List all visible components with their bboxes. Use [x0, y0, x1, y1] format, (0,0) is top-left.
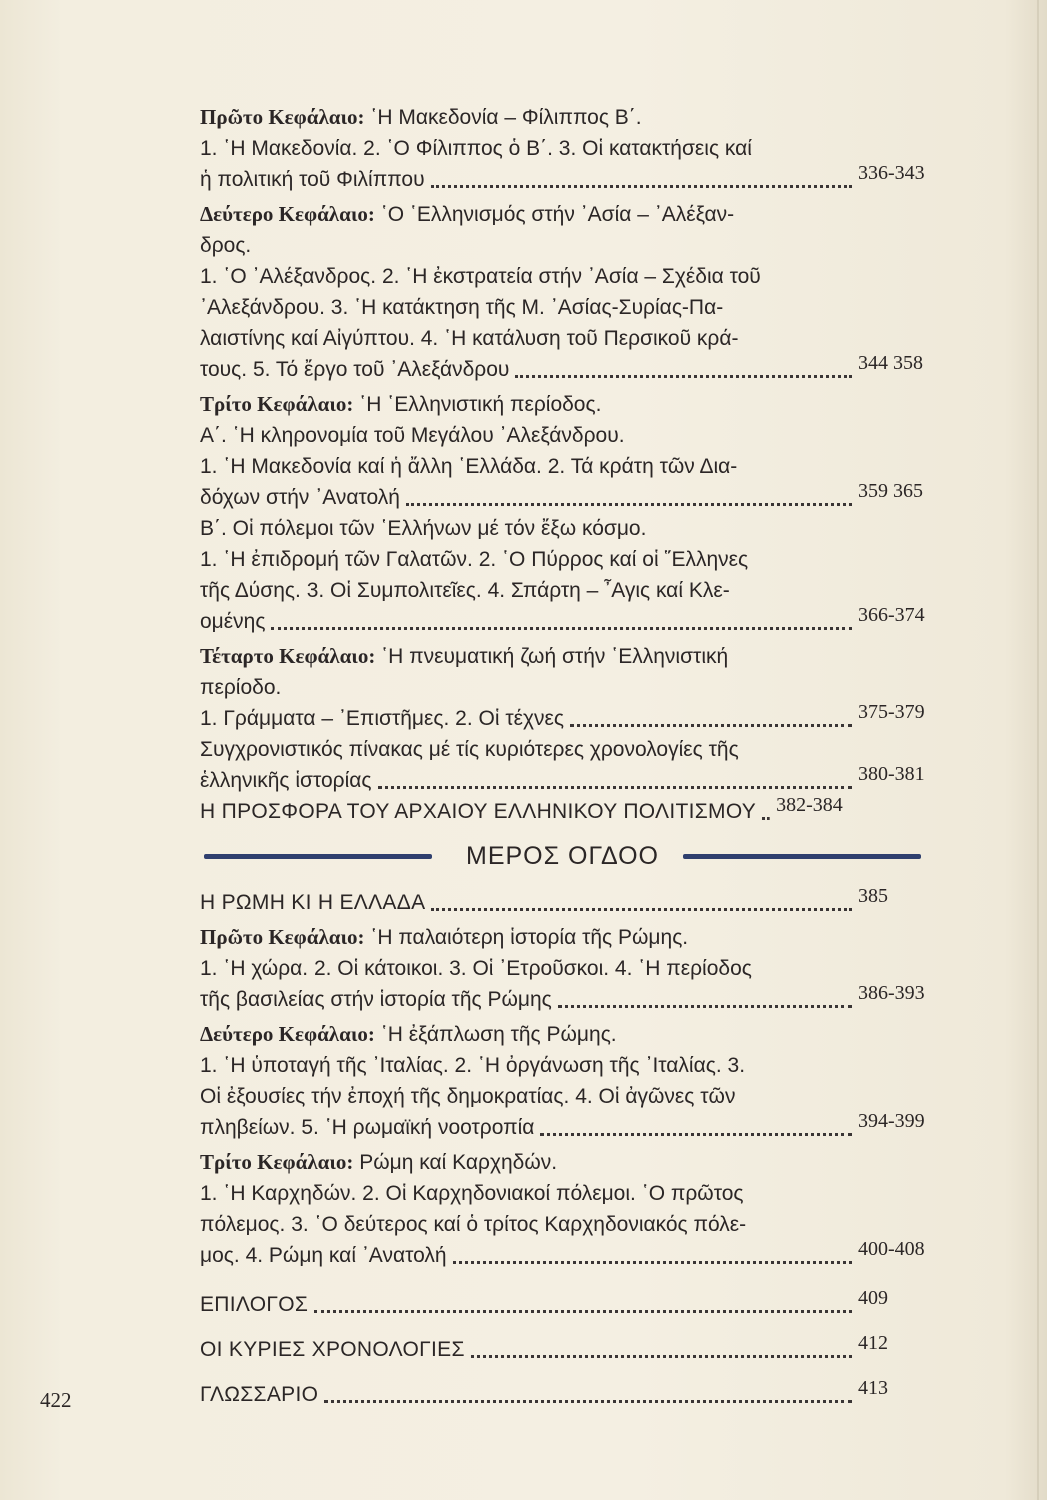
entry-text: τῆς βασιλείας στήν ἱστορία τῆς Ρώμης [200, 988, 552, 1011]
dot-leader [431, 908, 852, 911]
entry-line: 1. ῾Η χώρα. 2. Οἱ κάτοικοι. 3. Οἱ ᾿Ετροῦσκοι. 4. ῾Η περίοδος [200, 957, 752, 980]
chapter-title-continued: δρος. [200, 234, 252, 257]
chapter-heading [200, 641, 940, 672]
entry-line: 1. ῾Η ὑποταγή τῆς ᾿Ιταλίας. 2. ῾Η ὀργάνωση τῆς ᾿Ιταλίας. 3. [200, 1054, 746, 1077]
entry-text: Η ΡΩΜΗ ΚΙ Η ΕΛΛΑΔΑ [200, 891, 426, 914]
entry-line: Οἱ ἐξουσίες τήν ἐποχή τῆς δημοκρατίας. 4. Οἱ ἀγῶνες τῶν [200, 1085, 736, 1108]
chapter-title: Ρώμη καί Καρχηδών. [359, 1151, 558, 1174]
header-rule-left [204, 854, 432, 859]
page-fold-edge [1037, 0, 1039, 1500]
chapter-title: ῾Η ῾Ελληνιστική περίοδος. [359, 393, 602, 416]
entry-line: 1. ῾Η ἐπιδρομή τῶν Γαλατῶν. 2. ῾Ο Πύρρος καί οἱ ῞Ελληνες [200, 548, 749, 571]
chapter-title: ῾Η ἐξάπλωση τῆς Ρώμης. [380, 1023, 617, 1046]
chapter-heading [200, 1019, 940, 1050]
entry-last-line [200, 1289, 940, 1320]
toc-entry-p7-ch1 [200, 102, 940, 195]
page-range: 386-393 [858, 982, 925, 1004]
chapter-heading [200, 389, 940, 420]
toc-entry-p8-ch2 [200, 1019, 940, 1143]
page-range: 412 [858, 1332, 888, 1354]
entry-last-line [200, 1112, 940, 1143]
page-range: 375-379 [858, 701, 925, 723]
chapter-label: Πρῶτο Κεφάλαιο: [200, 105, 365, 129]
chapter-heading [200, 922, 940, 953]
dot-leader [515, 375, 852, 378]
entry-text: ΟΙ ΚΥΡΙΕΣ ΧΡΟΝΟΛΟΓΙΕΣ [200, 1338, 465, 1361]
dot-leader [271, 627, 852, 630]
entry-last-line [200, 1334, 940, 1365]
page-range: 382-384 [776, 794, 843, 816]
entry-text: τους. 5. Τό ἔργο τοῦ ᾿Αλεξάνδρου [200, 358, 510, 381]
chapter-heading [200, 199, 940, 230]
chapter-title: ῾Η παλαιότερη ἱστορία τῆς Ρώμης. [370, 926, 689, 949]
entry-text: ἑλληνικῆς ἱστορίας [200, 769, 372, 792]
page-range: 400-408 [858, 1238, 925, 1260]
dot-leader [378, 786, 852, 789]
toc-entry-chronologies [200, 1334, 940, 1365]
page-range: 413 [858, 1377, 888, 1399]
dot-leader [558, 1005, 852, 1008]
part-title: ΜΕΡΟΣ ΟΓΔΟΟ [466, 841, 660, 870]
entry-last-line [200, 1379, 940, 1410]
entry-line: 1. ῾Η Μακεδονία. 2. ῾Ο Φίλιππος ὁ Β΄. 3. Οἱ κατακτήσεις καί [200, 137, 752, 160]
entry-line: ᾿Αλεξάνδρου. 3. ῾Η κατάκτηση τῆς Μ. ᾿Ασίας-Συρίας-Πα- [200, 296, 724, 319]
entry-line: 1. ῾Η Καρχηδών. 2. Οἱ Καρχηδονιακοί πόλεμοι. ῾Ο πρῶτος [200, 1182, 744, 1205]
page-range: 344 358 [858, 352, 923, 374]
toc-entry-p7-ch4 [200, 641, 940, 827]
entry-last-line [200, 606, 940, 637]
entry-line: Συγχρονιστικός πίνακας μέ τίς κυριότερες χρονολογίες τῆς [200, 738, 739, 761]
entry-last-line [200, 1240, 940, 1271]
chapter-title-continued: περίοδο. [200, 676, 282, 699]
entry-last-line [200, 703, 940, 734]
entry-text: ΕΠΙΛΟΓΟΣ [200, 1293, 309, 1316]
entry-last-line [200, 164, 940, 195]
page-range: 380-381 [858, 763, 925, 785]
page-number: 422 [40, 1388, 72, 1412]
entry-last-line [200, 984, 940, 1015]
page-range: 359 365 [858, 480, 923, 502]
entry-text: ομένης [200, 610, 266, 633]
dot-leader [324, 1400, 852, 1403]
dot-leader [762, 817, 770, 820]
dot-leader [431, 185, 852, 188]
entry-text: ΓΛΩΣΣΑΡΙΟ [200, 1383, 319, 1406]
page-range: 336-343 [858, 162, 925, 184]
dot-leader [570, 724, 852, 727]
chapter-title: ῾Η πνευματική ζωή στήν ῾Ελληνιστική [381, 645, 729, 668]
dot-leader [314, 1310, 852, 1313]
section-title: Β΄. Οἱ πόλεμοι τῶν ῾Ελλήνων μέ τόν ἔξω κόσμο. [200, 517, 647, 540]
toc-entry-p8-intro [200, 887, 940, 918]
page-range: 409 [858, 1287, 888, 1309]
toc-entry-p7-ch2 [200, 199, 940, 385]
entry-text: Η ΠΡΟΣΦΟΡΑ ΤΟΥ ΑΡΧΑΙΟΥ ΕΛΛΗΝΙΚΟΥ ΠΟΛΙΤΙΣΜΟΥ [200, 800, 757, 823]
dot-leader [406, 503, 852, 506]
toc-entry-p8-ch1 [200, 922, 940, 1015]
dot-leader [453, 1261, 852, 1264]
entry-last-line [200, 482, 940, 513]
section-title: Α΄. ῾Η κληρονομία τοῦ Μεγάλου ᾿Αλεξάνδρου. [200, 424, 625, 447]
entry-line: 1. ῾Ο ᾿Αλέξανδρος. 2. ῾Η ἐκστρατεία στήν ᾿Ασία – Σχέδια τοῦ [200, 265, 761, 288]
entry-last-line [200, 354, 940, 385]
entry-line: 1. ῾Η Μακεδονία καί ἡ ἄλλη ῾Ελλάδα. 2. Τά κράτη τῶν Δια- [200, 455, 738, 478]
chapter-title: ῾Ο ῾Ελληνισμός στήν ᾿Ασία – ᾿Αλέξαν- [380, 203, 735, 226]
chapter-label: Δεύτερο Κεφάλαιο: [200, 1022, 375, 1046]
chapter-label: Δεύτερο Κεφάλαιο: [200, 202, 375, 226]
part-header [200, 839, 940, 873]
page-range: 385 [858, 885, 888, 907]
chapter-label: Τρίτο Κεφάλαιο: [200, 392, 354, 416]
entry-last-line [200, 887, 940, 918]
entry-contribution [200, 796, 940, 827]
chapter-label: Τέταρτο Κεφάλαιο: [200, 644, 376, 668]
entry-text: μος. 4. Ρώμη καί ᾿Ανατολή [200, 1244, 447, 1267]
table-of-contents [200, 102, 940, 1414]
toc-entry-epilogue [200, 1289, 940, 1320]
page-range: 394-399 [858, 1110, 925, 1132]
entry-text: δόχων στήν ᾿Ανατολή [200, 486, 400, 509]
dot-leader [540, 1133, 852, 1136]
chapter-title: ῾Η Μακεδονία – Φίλιππος Β΄. [370, 106, 642, 129]
entry-text: ἡ πολιτική τοῦ Φιλίππου [200, 168, 425, 191]
toc-entry-p7-ch3 [200, 389, 940, 637]
chapter-label: Τρίτο Κεφάλαιο: [200, 1150, 354, 1174]
entry-line: λαιστίνης καί Αἰγύπτου. 4. ῾Η κατάλυση τοῦ Περσικοῦ κρά- [200, 327, 739, 350]
chapter-label: Πρῶτο Κεφάλαιο: [200, 925, 365, 949]
chapter-heading [200, 102, 940, 133]
entry-line: πόλεμος. 3. ῾Ο δεύτερος καί ὁ τρίτος Καρχηδονιακός πόλε- [200, 1213, 747, 1236]
chapter-heading [200, 1147, 940, 1178]
page-range: 366-374 [858, 604, 925, 626]
toc-entry-glossary [200, 1379, 940, 1410]
entry-line: τῆς Δύσης. 3. Οἱ Συμπολιτεῖες. 4. Σπάρτη – ῏Αγις καί Κλε- [200, 579, 730, 602]
entry-text: 1. Γράμματα – ᾿Επιστῆμες. 2. Οἱ τέχνες [200, 707, 565, 730]
toc-entry-p8-ch3 [200, 1147, 940, 1271]
entry-text: πληβείων. 5. ῾Η ρωμαϊκή νοοτροπία [200, 1116, 535, 1139]
header-rule-right [683, 854, 921, 859]
dot-leader [471, 1355, 852, 1358]
